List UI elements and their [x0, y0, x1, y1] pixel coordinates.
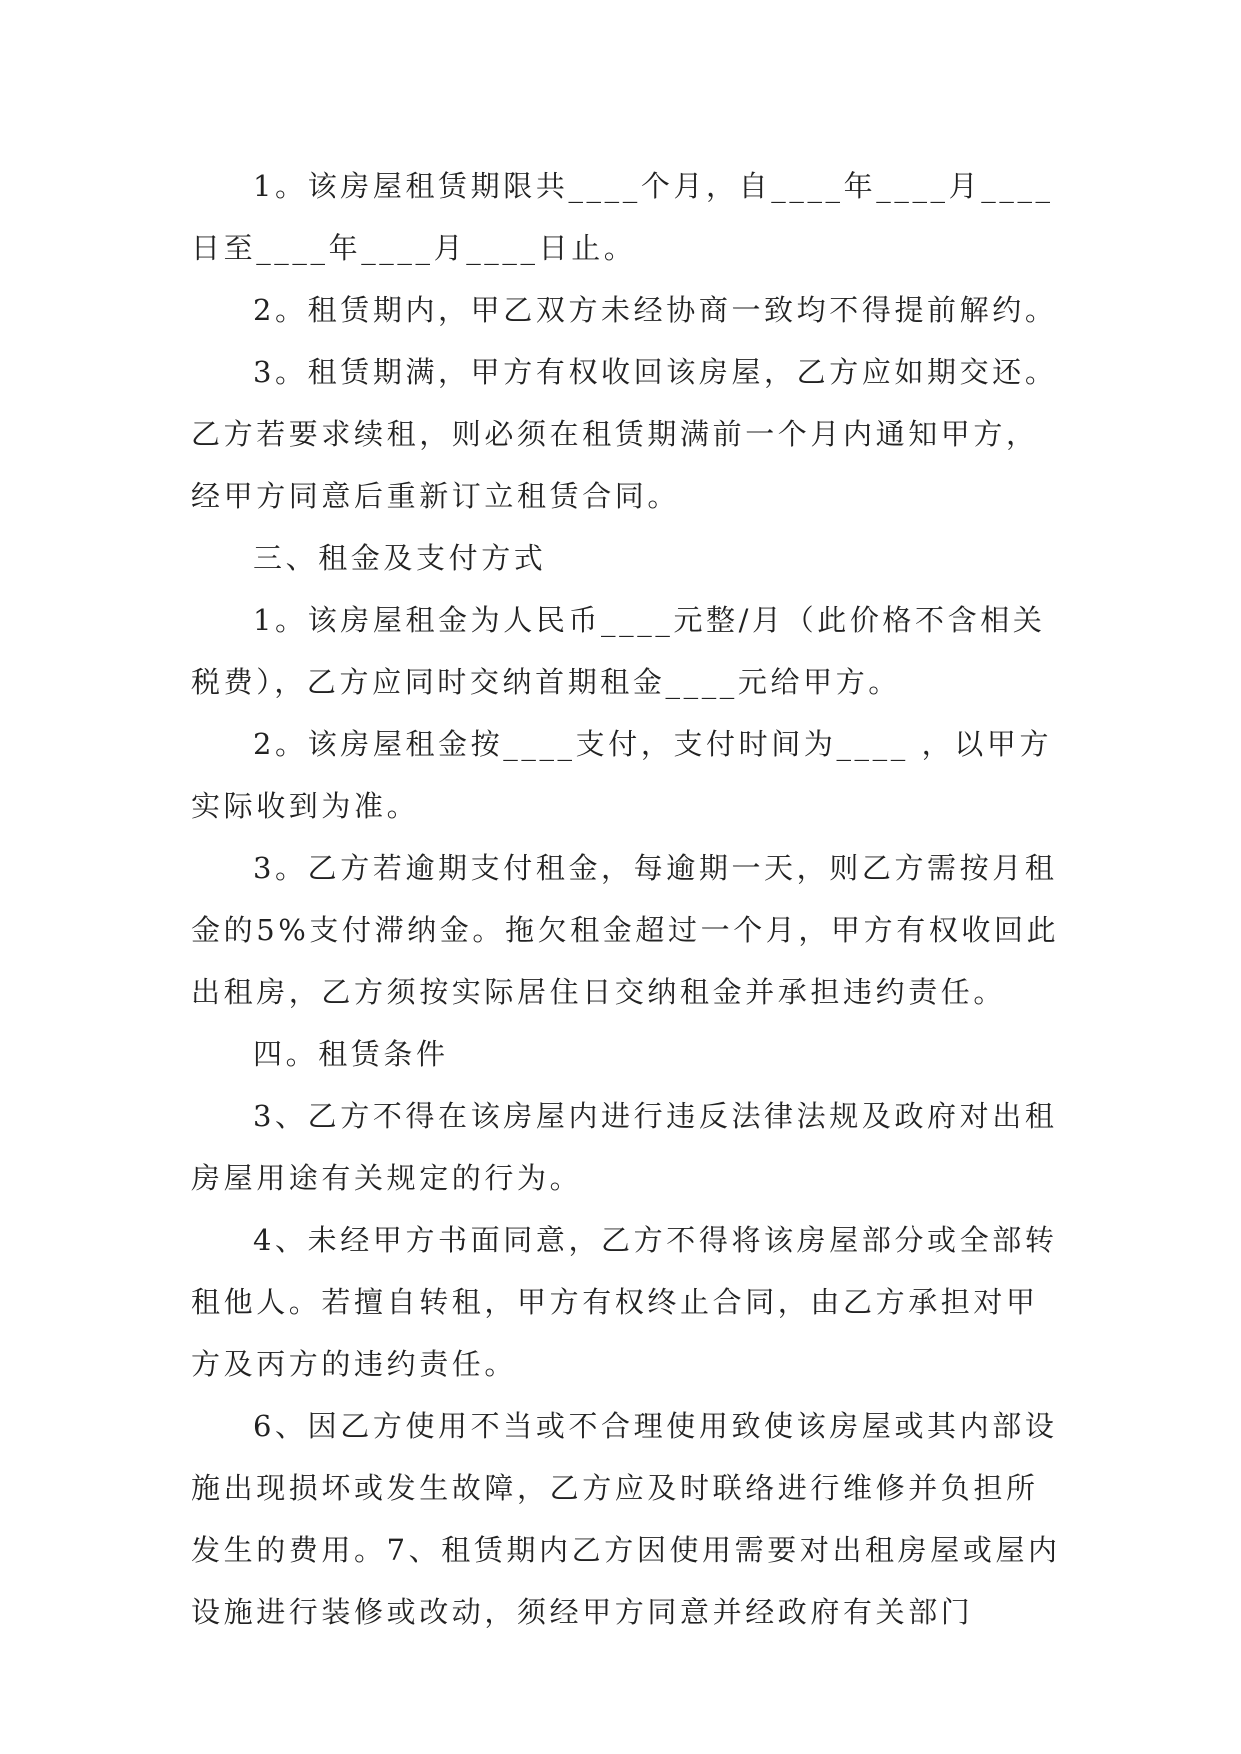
document-body	[191, 155, 1071, 1643]
term-clause-1: 1。该房屋租赁期限共____个月，自____年____月____日至____年____月____日止。	[191, 169, 1054, 265]
section-heading-rent: 三、租金及支付方式	[253, 541, 547, 575]
rent-clause-2: 2。该房屋租金按____支付，支付时间为____ ，以甲方实际收到为准。	[191, 727, 1053, 823]
condition-clause-3: 3、乙方不得在该房屋内进行违反法律法规及政府对出租房屋用途有关规定的行为。	[191, 1099, 1058, 1195]
term-clause-3: 3。租赁期满，甲方有权收回该房屋，乙方应如期交还。乙方若要求续租，则必须在租赁期满前一个月内通知甲方，经甲方同意后重新订立租赁合同。	[191, 355, 1058, 513]
condition-clause-4: 4、未经甲方书面同意，乙方不得将该房屋部分或全部转租他人。若擅自转租，甲方有权终止合同，由乙方承担对甲方及丙方的违约责任。	[191, 1223, 1058, 1381]
section-heading-conditions: 四。租赁条件	[253, 1037, 449, 1071]
term-clause-2: 2。租赁期内，甲乙双方未经协商一致均不得提前解约。	[253, 293, 1058, 327]
rent-clause-3: 3。乙方若逾期支付租金，每逾期一天，则乙方需按月租金的5%支付滞纳金。拖欠租金超过一个月，甲方有权收回此出租房，乙方须按实际居住日交纳租金并承担违约责任。	[191, 851, 1060, 1009]
rent-clause-1: 1。该房屋租金为人民币____元整/月（此价格不含相关税费），乙方应同时交纳首期租金____元给甲方。	[191, 603, 1046, 699]
condition-clause-6-7: 6、因乙方使用不当或不合理使用致使该房屋或其内部设施出现损坏或发生故障，乙方应及时联络进行维修并负担所发生的费用。7、租赁期内乙方因使用需要对出租房屋或屋内设施进行装修或改动，须经甲方同意并经政府有关部门	[191, 1409, 1061, 1629]
